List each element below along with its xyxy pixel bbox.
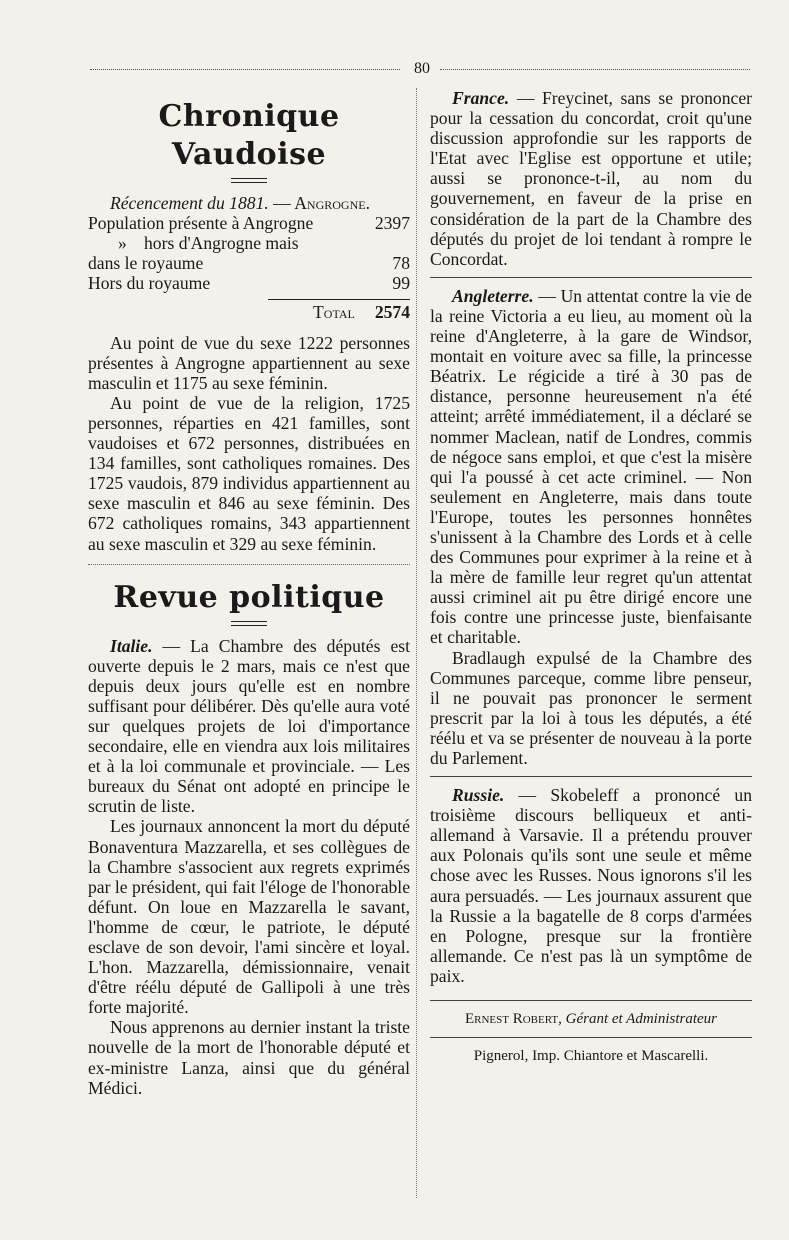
footer-divider [430,1037,752,1038]
italie-keyword: Italie. [110,635,153,656]
italie-paragraph-1 [88,636,410,817]
italie-paragraph-2: Les journaux annoncent la mort du député Bonaventura Mazzarella, et ses collègues de la Chambre s'associent aux regrets exprimés par le président, qui fait l'éloge de l'honorable défunt. On loue en Mazzarella le savant, l'homme de cœur, le patriote, le député esclave de son devoir, l'ami sincère et loyal. L'hon. Mazzarella, démissionnaire, venait d'être réélu député de Gallipoli à une très forte majorité. [88,816,410,1018]
italie-paragraph-3: Nous apprenons au dernier instant la triste nouvelle de la mort de l'honorable député et ex-ministre Lanza, ainsi que du général Médici. [88,1017,410,1098]
italie-text-1: — La Chambre des députés est ouverte depuis le 2 mars, mais ce n'est que depuis deux jours qu'elle est en nombre suffisant pour délibérer. Dès qu'elle aura voté sur quelques projets de loi d'importance secondaire, elle en viendra aux lois militaires et à la loi communale et provinciale. — Les bureaux du Sénat ont adopté en principe le scrutin de liste. [88,635,410,817]
france-keyword: France. [452,88,510,108]
total-label: Total [313,302,355,323]
census-row-label: hors d'Angrogne mais [144,233,299,254]
russie-paragraph [430,785,752,986]
france-paragraph [430,88,752,269]
russie-text: — Skobeleff a prononcé un troisième discours belliqueux et anti-allemand à Varsavie. Il a prétendu prouver aux Polonais qu'ils sont une seule et même chose avec les Russes. Nous ignorons s'il les aura persuadés. — Les journaux assurent que la Russie a la bagatelle de 8 corps d'armées en Pologne, presque sur la frontière allemande. Ce n'est pas là un symptôme de paix. [430,785,752,986]
header-ornament-left [90,69,400,72]
title-ornament [231,178,267,183]
title-ornament [231,621,267,626]
census-heading-text: Récencement du 1881. [110,193,269,213]
census-row-value: 2397 [374,213,410,234]
gerant-line [430,1009,752,1029]
russie-keyword: Russie. [452,785,505,806]
header-ornament-right [440,69,750,72]
ditto-mark: » [118,233,127,254]
angleterre-keyword: Angleterre. [452,285,534,306]
gerant-role: Gérant et Administrateur [565,1011,718,1028]
census-total [268,299,410,322]
angleterre-text-1: — Un attentat contre la vie de la reine Victoria a eu lieu, au moment où la reine d'Angleterre, à la gare de Windsor, montait en voiture avec sa fille, la princesse Béatrix. Le régicide a tiré à 30 pas de distance, personne heureusement n'a été atteint; arrêté immédiatement, il a déclaré se nommer Maclean, natif de Londres, commis de négoce sans emploi, et que c'est la misère qui l'a poussé à cet acte criminel. — Non seulement en Angleterre, mais dans toute l'Europe, toutes les personnes honnêtes s'unissent à la Chambre des Lords et à celle des Communes pour exprimer à la reine et à la mère de famille leur regret qu'un attentat aussi criminel ait pu être dirigé encore une fois contre une princesse juste, bienfaisante et charitable. [430,285,752,648]
article-divider [430,277,752,278]
article-divider [430,776,752,777]
census-row-value: 78 [392,253,410,274]
census-row-label: dans le royaume [88,253,204,274]
footer-divider [430,1000,752,1001]
census-paragraph-religion: Au point de vue de la religion, 1725 personnes, réparties en 421 familles, sont vaudoises et 672 personnes, distribuées en 134 familles, sont catholiques romaines. Des 1725 vaudois, 879 individus appartiennent au sexe masculin et 846 au sexe féminin. Des 672 catholiques romains, 343 appartiennent au sexe masculin et 329 au sexe féminin. [88,392,410,554]
imprint-line: Pignerol, Imp. Chiantore et Mascarelli. [473,1048,709,1065]
census-row-hors-royaume [88,273,410,293]
chronique-title: Chronique Vaudoise [158,99,340,172]
census-row-present [88,213,410,233]
left-column [88,88,410,1098]
france-text: — Freycinet, sans se prononcer pour la cessation du concordat, croit qu'une discussion approfondie sur les rapports de l'Etat avec l'Eglise est opportune et utile; aussi se prononce-t-il, au nom du gouvernement, en faveur de la prise en considération de la part de la Chambre des députés du projet de loi tendant à rompre le Concordat. [430,88,752,269]
total-value: 2574 [374,302,410,323]
angleterre-paragraph-1 [430,286,752,648]
census-row-hors [88,233,410,253]
census-paragraph-sexe: Au point de vue du sexe 1222 personnes présentes à Angrogne appartiennent au sexe masculin et 1175 au sexe féminin. [88,332,410,393]
census-place: — Angrogne. [273,193,370,213]
revue-title: Revue politique [113,579,385,615]
gerant-name: Ernest Robert, [464,1011,562,1028]
census-heading [88,193,410,213]
page-header [90,60,750,80]
column-divider [416,88,417,1198]
census-row-label: Population présente à Angrogne [88,213,314,234]
right-column [430,88,752,1066]
section-divider [88,564,410,565]
census-row-label: Hors du royaume [88,273,211,294]
census-row-value: 99 [392,273,410,294]
angleterre-paragraph-2: Bradlaugh expulsé de la Chambre des Communes parceque, comme libre penseur, il ne pouvait pas prononcer le serment prescrit par la loi à tous les députés, a été réélu et va se présenter de nouveau à la porte du Parlement. [430,647,752,768]
page-number: 80 [414,60,430,77]
census-row-royaume [88,253,410,273]
